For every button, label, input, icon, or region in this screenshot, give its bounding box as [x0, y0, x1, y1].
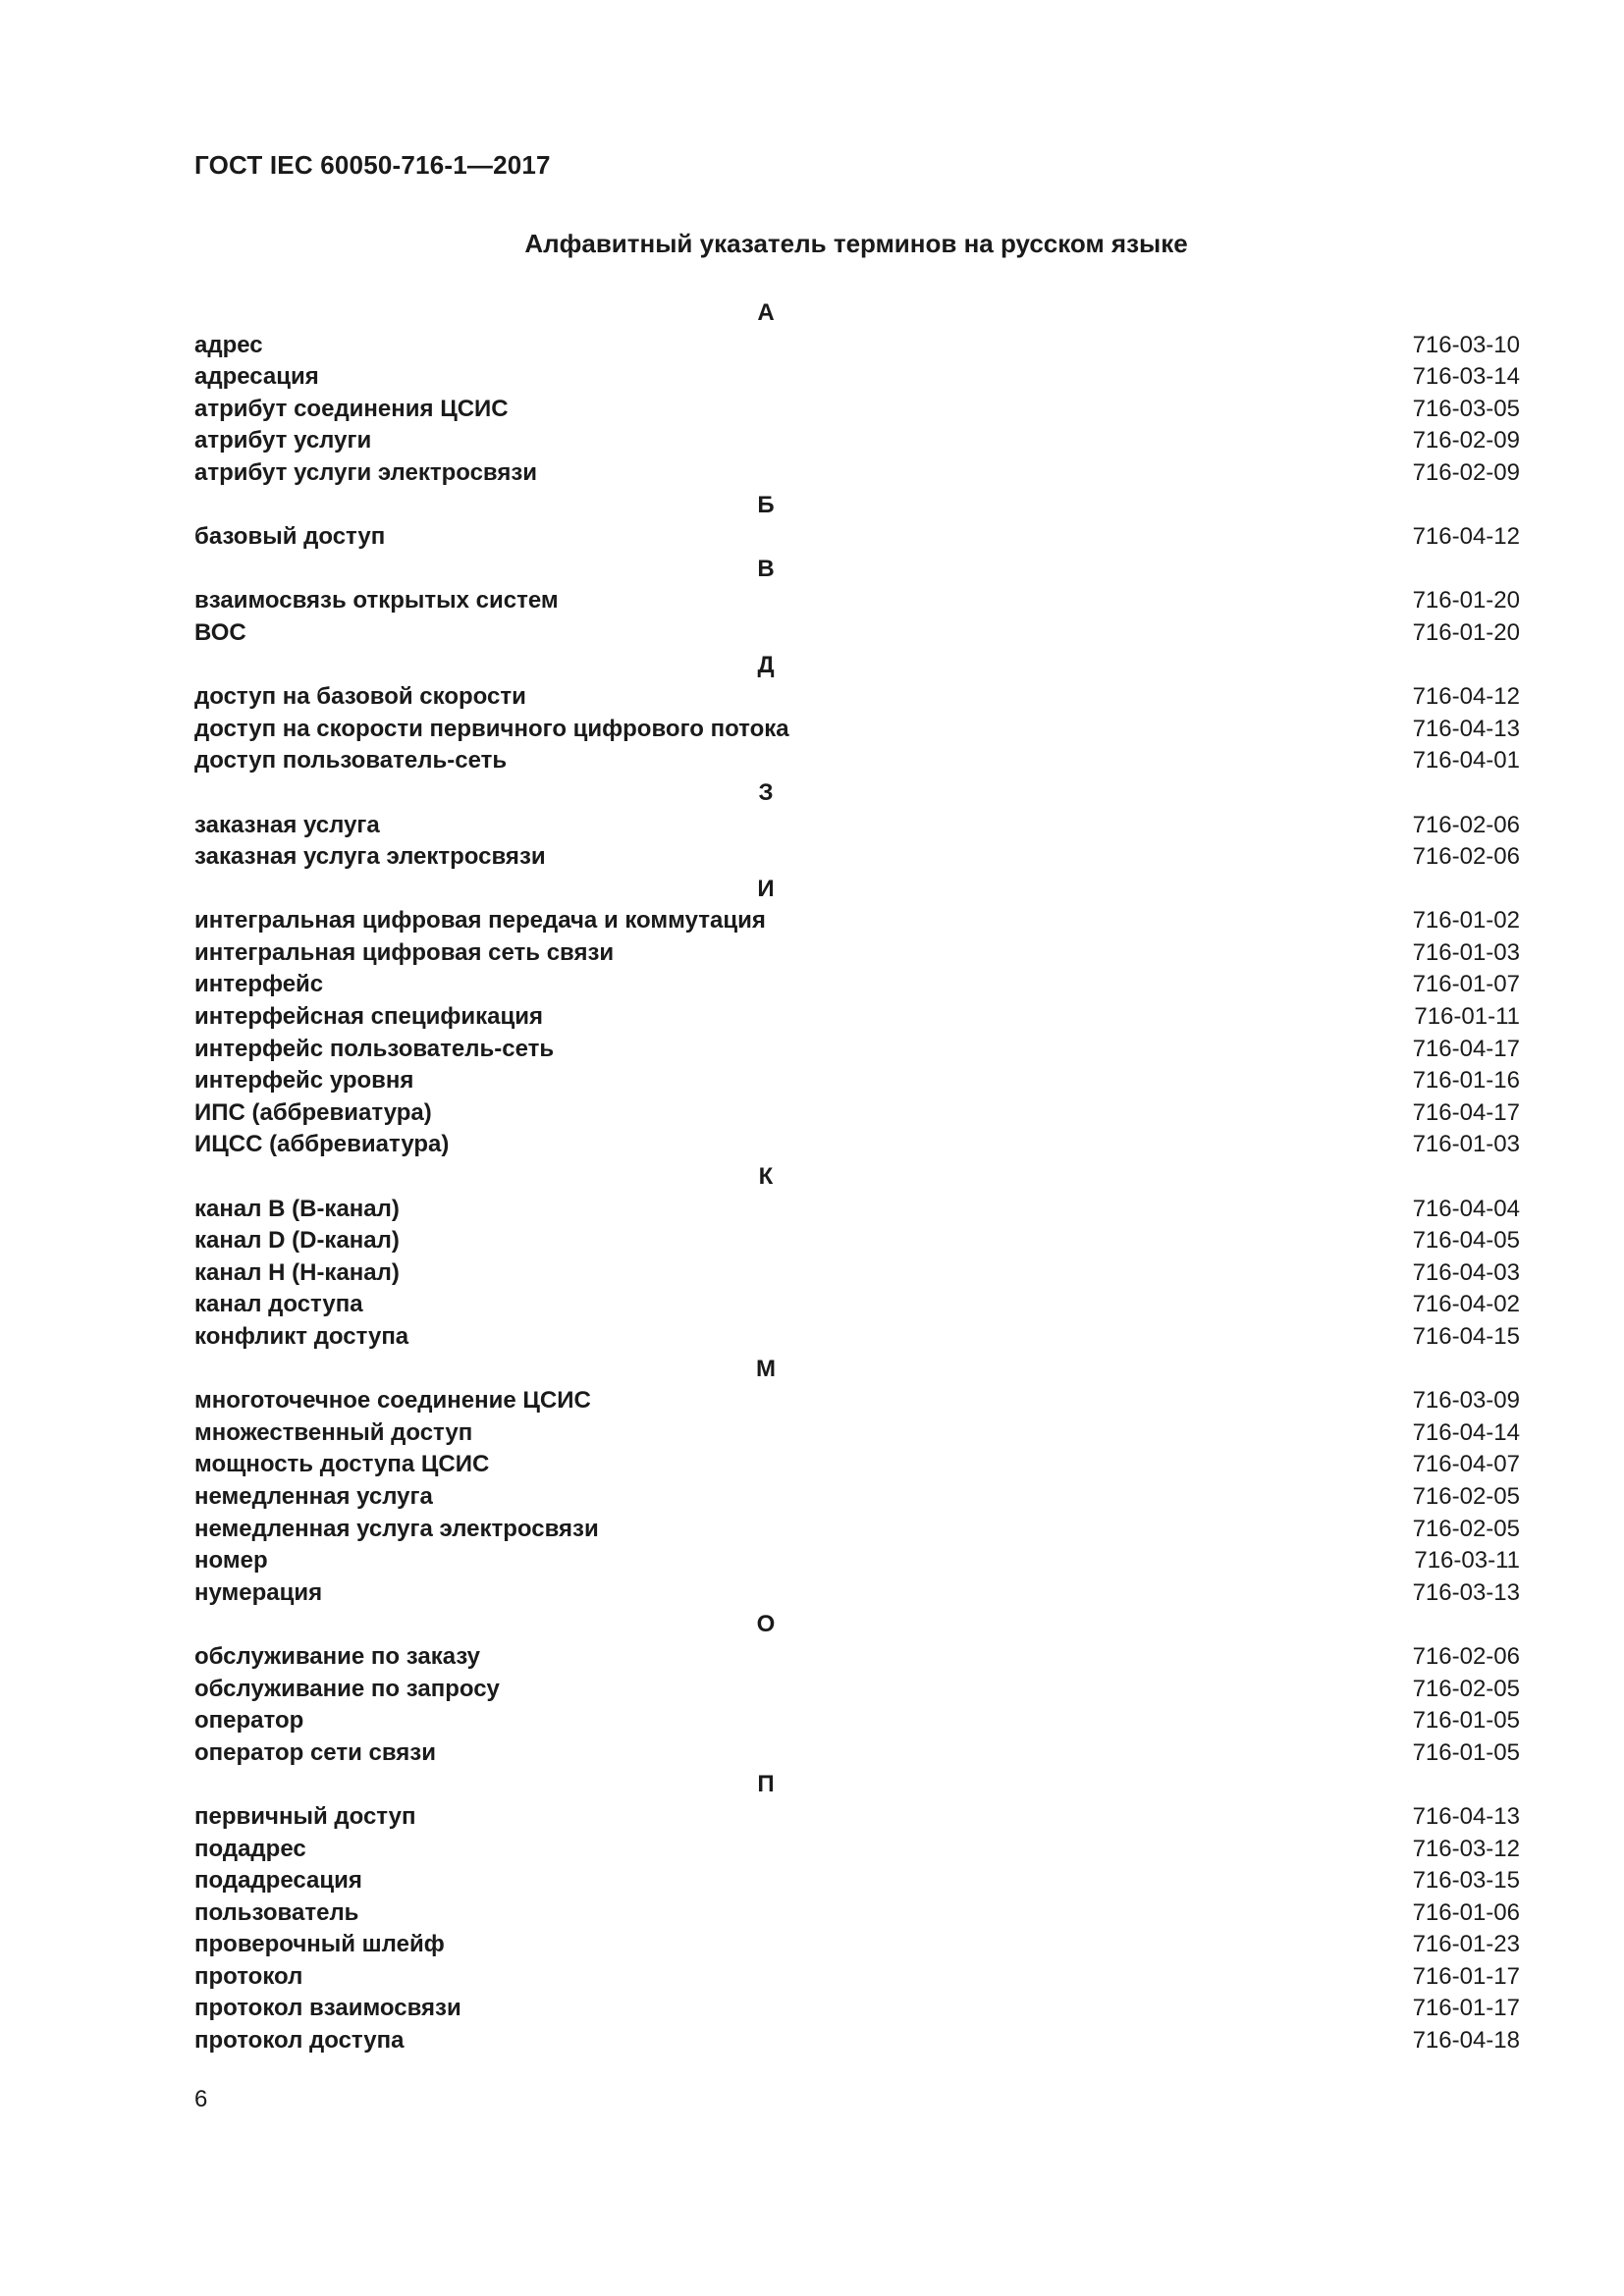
entry-code: 716-04-13 [1412, 1802, 1520, 1830]
index-entry [194, 969, 1520, 1001]
letter-heading-label: П [757, 1771, 775, 1798]
entry-term: адресация [194, 363, 319, 391]
index-entry [194, 1225, 1520, 1257]
entry-term: интегральная цифровая сеть связи [194, 938, 615, 966]
page-number: 6 [194, 2086, 208, 2112]
index-entry [194, 905, 1520, 937]
entry-code: 716-04-14 [1412, 1418, 1520, 1446]
index-entry [194, 394, 1520, 426]
entry-term: интегральная цифровая передача и коммутация [194, 907, 766, 934]
entry-term: заказная услуга [194, 811, 380, 838]
entry-term: проверочный шлейф [194, 1931, 445, 1958]
entry-term: адрес [194, 331, 263, 358]
entry-code: 716-01-17 [1412, 1995, 1520, 2022]
entry-code: 716-01-20 [1412, 618, 1520, 646]
entry-term: номер [194, 1547, 268, 1575]
entry-term: канал доступа [194, 1291, 363, 1318]
index-entry [194, 1321, 1520, 1354]
index-entry [194, 937, 1520, 970]
entry-code: 716-01-20 [1412, 587, 1520, 614]
entry-term: интерфейс уровня [194, 1067, 414, 1095]
entry-term: обслуживание по запросу [194, 1675, 500, 1702]
entry-code: 716-03-05 [1412, 395, 1520, 422]
entry-code: 716-01-03 [1412, 938, 1520, 966]
entry-code: 716-04-05 [1412, 1227, 1520, 1255]
entry-code: 716-03-13 [1412, 1578, 1520, 1606]
entry-term: заказная услуга электросвязи [194, 843, 546, 871]
index-entry [194, 1385, 1520, 1417]
entry-code: 716-03-11 [1414, 1547, 1520, 1575]
entry-code: 716-01-23 [1412, 1931, 1520, 1958]
entry-code: 716-02-05 [1412, 1675, 1520, 1702]
letter-heading-label: И [757, 875, 775, 902]
entry-code: 716-04-04 [1412, 1195, 1520, 1222]
entry-code: 716-01-02 [1412, 907, 1520, 934]
entry-code: 716-02-06 [1412, 811, 1520, 838]
entry-term: протокол взаимосвязи [194, 1995, 461, 2022]
index-entry [194, 330, 1520, 362]
index-entry [194, 1257, 1520, 1290]
entry-code: 716-01-16 [1412, 1067, 1520, 1095]
index-entry [194, 1993, 1520, 2025]
entry-code: 716-02-05 [1412, 1515, 1520, 1542]
index-entry [194, 1545, 1520, 1577]
entry-term: мощность доступа ЦСИС [194, 1451, 490, 1478]
entry-term: канал Н (Н-канал) [194, 1258, 400, 1286]
index-entry [194, 1097, 1520, 1130]
entry-code: 716-04-17 [1412, 1035, 1520, 1062]
entry-term: подадресация [194, 1867, 362, 1895]
index-entry [194, 841, 1520, 874]
index-entry [194, 1289, 1520, 1321]
letter-heading [194, 874, 1520, 906]
index-entry [194, 2025, 1520, 2057]
index-entry [194, 681, 1520, 714]
index-entry [194, 1961, 1520, 1994]
index-entry [194, 617, 1520, 650]
letter-heading-label: З [758, 778, 774, 806]
entry-term: доступ на скорости первичного цифрового потока [194, 715, 789, 742]
letter-heading [194, 490, 1520, 522]
entry-term: ИПС (аббревиатура) [194, 1098, 432, 1126]
index-entry [194, 1674, 1520, 1706]
entry-code: 716-01-11 [1414, 1003, 1520, 1031]
entry-code: 716-02-06 [1412, 843, 1520, 871]
entry-term: интерфейсная спецификация [194, 1003, 543, 1031]
entry-code: 716-04-02 [1412, 1291, 1520, 1318]
entry-code: 716-01-05 [1412, 1738, 1520, 1766]
index-entry [194, 745, 1520, 777]
index-entry [194, 1034, 1520, 1066]
index-entry [194, 1897, 1520, 1930]
entry-code: 716-03-10 [1412, 331, 1520, 358]
entry-code: 716-04-17 [1412, 1098, 1520, 1126]
index-entry [194, 1641, 1520, 1674]
entry-term: многоточечное соединение ЦСИС [194, 1387, 591, 1415]
entry-term: интерфейс пользователь-сеть [194, 1035, 555, 1062]
letter-heading-label: Д [757, 651, 775, 678]
letter-heading-label: М [756, 1355, 776, 1382]
entry-code: 716-03-15 [1412, 1867, 1520, 1895]
entry-code: 716-04-15 [1412, 1323, 1520, 1350]
entry-term: оператор [194, 1707, 304, 1735]
index-entry [194, 810, 1520, 842]
entry-term: первичный доступ [194, 1802, 416, 1830]
entry-code: 716-04-18 [1412, 2027, 1520, 2055]
entry-code: 716-03-12 [1412, 1835, 1520, 1862]
entry-term: подадрес [194, 1835, 306, 1862]
entry-code: 716-03-14 [1412, 363, 1520, 391]
letter-heading [194, 650, 1520, 682]
entry-code: 716-02-05 [1412, 1482, 1520, 1510]
entry-code: 716-01-06 [1412, 1898, 1520, 1926]
letter-heading-label: В [757, 555, 775, 582]
index-entry [194, 1449, 1520, 1481]
index-body [194, 297, 1520, 2057]
entry-term: интерфейс [194, 971, 324, 998]
entry-term: пользователь [194, 1898, 359, 1926]
entry-code: 716-01-03 [1412, 1131, 1520, 1158]
entry-code: 716-01-17 [1412, 1962, 1520, 1990]
letter-heading [194, 1609, 1520, 1641]
index-entry [194, 521, 1520, 554]
index-entry [194, 1065, 1520, 1097]
entry-code: 716-04-12 [1412, 683, 1520, 711]
entry-term: атрибут услуги [194, 427, 372, 454]
index-entry [194, 714, 1520, 746]
index-entry [194, 585, 1520, 617]
letter-heading-label: К [758, 1163, 774, 1191]
entry-term: немедленная услуга электросвязи [194, 1515, 599, 1542]
entry-term: оператор сети связи [194, 1738, 436, 1766]
letter-heading-label: А [757, 299, 775, 326]
index-title: Алфавитный указатель терминов на русском языке [524, 229, 1188, 258]
entry-code: 716-04-01 [1412, 747, 1520, 774]
letter-heading [194, 554, 1520, 586]
entry-term: взаимосвязь открытых систем [194, 587, 559, 614]
index-entry [194, 1929, 1520, 1961]
letter-heading-label: Б [757, 491, 775, 518]
entry-code: 716-04-12 [1412, 523, 1520, 551]
entry-term: ИЦСС (аббревиатура) [194, 1131, 450, 1158]
entry-code: 716-04-13 [1412, 715, 1520, 742]
index-entry [194, 1737, 1520, 1770]
entry-term: атрибут соединения ЦСИС [194, 395, 509, 422]
entry-code: 716-02-09 [1412, 458, 1520, 486]
entry-term: немедленная услуга [194, 1482, 433, 1510]
letter-heading [194, 777, 1520, 810]
entry-code: 716-02-09 [1412, 427, 1520, 454]
index-entry [194, 1481, 1520, 1514]
entry-term: множественный доступ [194, 1418, 473, 1446]
index-entry [194, 425, 1520, 457]
index-entry [194, 457, 1520, 490]
entry-code: 716-04-07 [1412, 1451, 1520, 1478]
entry-term: базовый доступ [194, 523, 386, 551]
entry-code: 716-04-03 [1412, 1258, 1520, 1286]
entry-term: нумерация [194, 1578, 323, 1606]
entry-term: канал D (D-канал) [194, 1227, 400, 1255]
letter-heading [194, 297, 1520, 330]
document-header: ГОСТ IEC 60050-716-1—2017 [194, 150, 551, 180]
entry-code: 716-01-07 [1412, 971, 1520, 998]
entry-term: обслуживание по заказу [194, 1642, 481, 1670]
letter-heading-label: О [756, 1611, 776, 1638]
letter-heading [194, 1354, 1520, 1386]
entry-term: протокол доступа [194, 2027, 405, 2055]
entry-code: 716-01-05 [1412, 1707, 1520, 1735]
entry-term: атрибут услуги электросвязи [194, 458, 538, 486]
index-entry [194, 1705, 1520, 1737]
entry-term: протокол [194, 1962, 303, 1990]
entry-term: ВОС [194, 618, 246, 646]
index-entry [194, 1865, 1520, 1897]
entry-term: конфликт доступа [194, 1323, 409, 1350]
index-entry [194, 1514, 1520, 1546]
index-entry [194, 1001, 1520, 1034]
entry-code: 716-02-06 [1412, 1642, 1520, 1670]
entry-term: доступ пользователь-сеть [194, 747, 508, 774]
entry-term: доступ на базовой скорости [194, 683, 526, 711]
index-entry [194, 1417, 1520, 1450]
entry-term: канал В (В-канал) [194, 1195, 400, 1222]
letter-heading [194, 1769, 1520, 1801]
index-entry [194, 1194, 1520, 1226]
index-entry [194, 361, 1520, 394]
entry-code: 716-03-09 [1412, 1387, 1520, 1415]
letter-heading [194, 1161, 1520, 1194]
index-entry [194, 1801, 1520, 1834]
index-entry [194, 1129, 1520, 1161]
index-entry [194, 1834, 1520, 1866]
index-entry [194, 1577, 1520, 1610]
